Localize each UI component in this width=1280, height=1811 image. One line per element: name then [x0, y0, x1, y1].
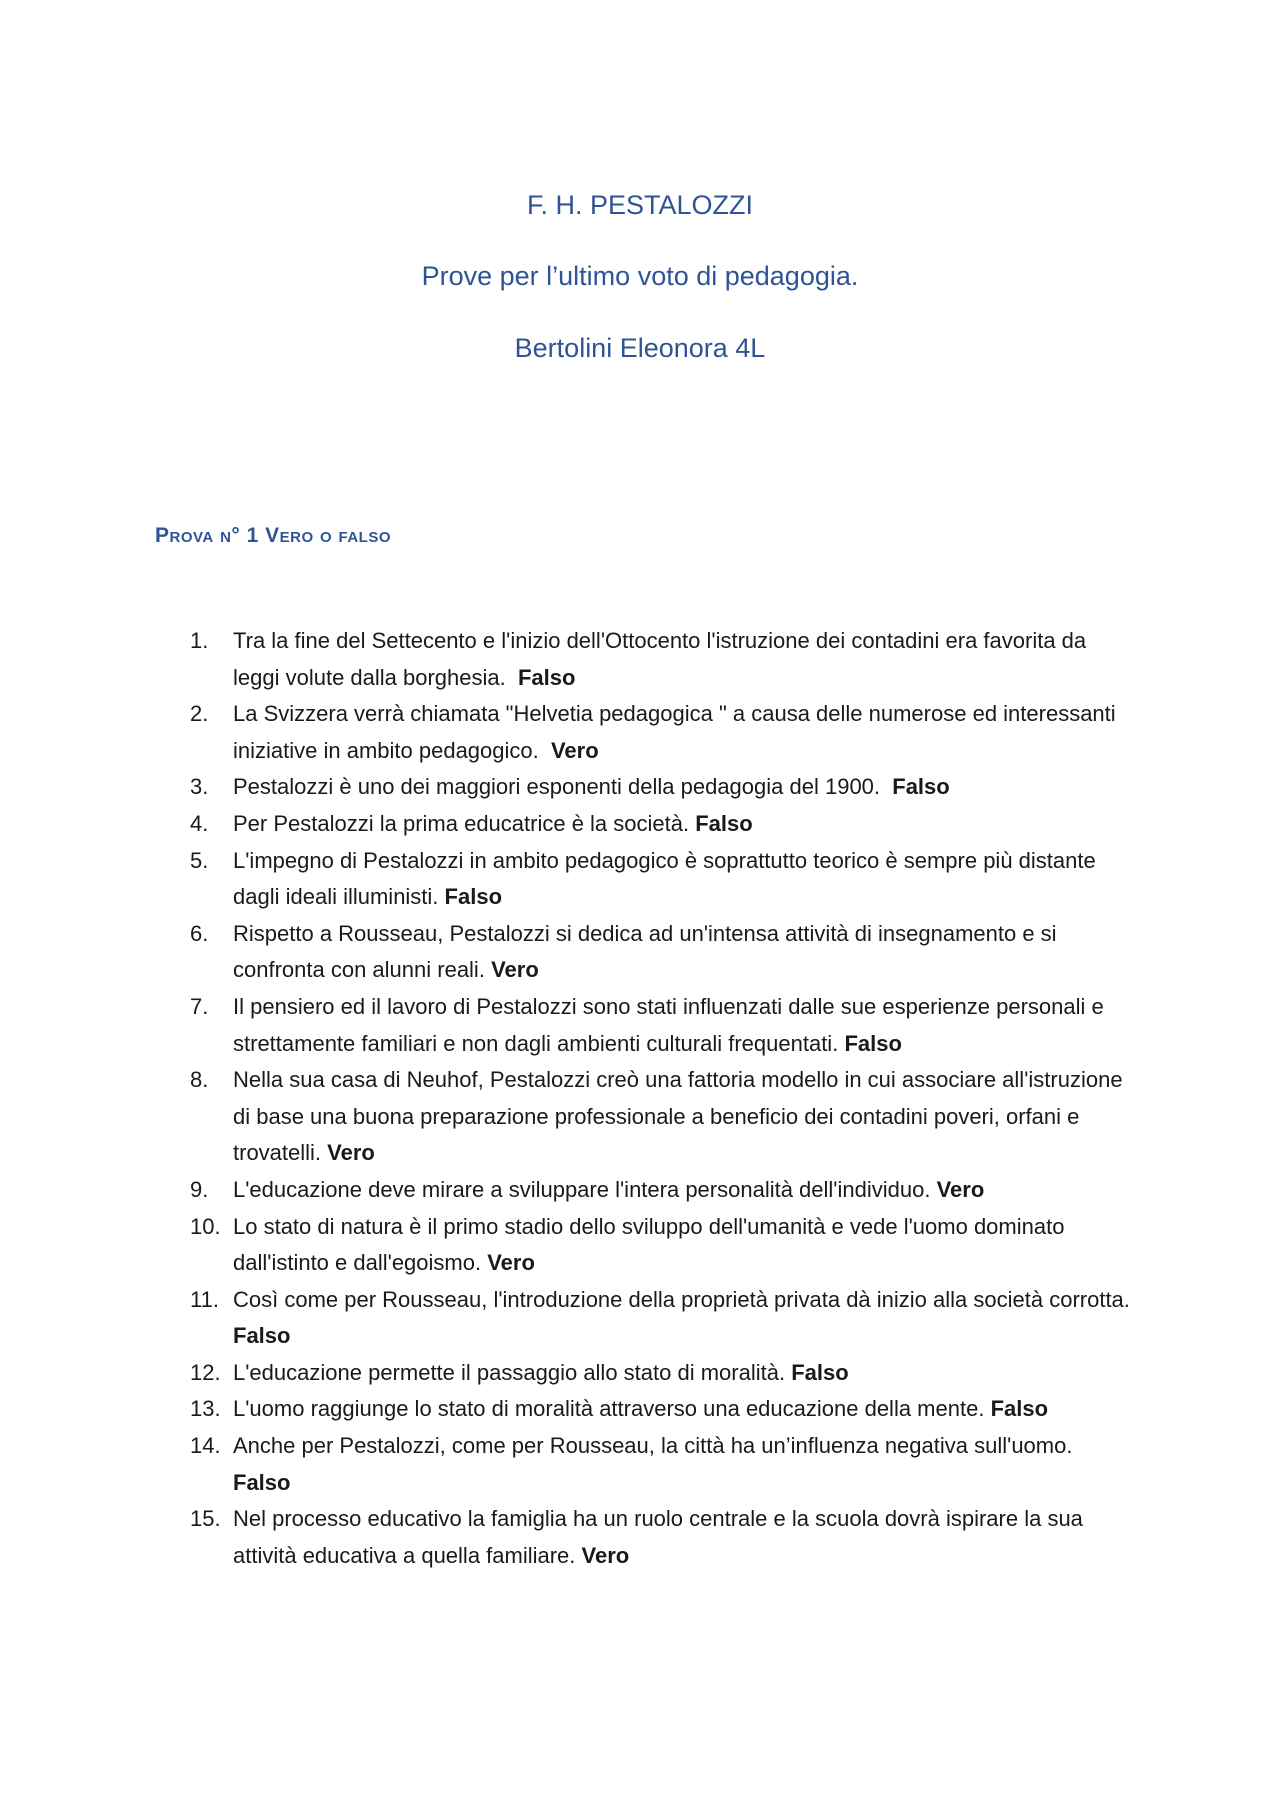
- question-number: 13.: [190, 1396, 221, 1422]
- question-number: 9.: [190, 1176, 209, 1202]
- question-body: [233, 1062, 1130, 1172]
- question-body: [233, 1501, 1130, 1574]
- question-number: 8.: [190, 1067, 209, 1093]
- question-text: Lo stato di natura è il primo stadio dello sviluppo dell'umanità e vede l'uomo dominato dall'istinto e dall'egoismo.: [233, 1213, 1071, 1276]
- question-number: 4.: [190, 810, 209, 836]
- question-text: Così come per Rousseau, l'introduzione della proprietà privata dà inizio alla società corrotta.: [233, 1286, 1143, 1312]
- question-body: [233, 1391, 1130, 1428]
- document-author: Bertolini Eleonora 4L: [514, 333, 766, 363]
- question-item: [190, 1355, 1130, 1392]
- question-answer: Falso: [233, 1323, 291, 1349]
- question-answer: Falso: [791, 1359, 849, 1385]
- question-item: [190, 806, 1130, 843]
- question-number: 2.: [190, 701, 209, 727]
- document-subtitle: Prove per l’ultimo voto di pedagogia.: [421, 261, 859, 291]
- question-text: Pestalozzi è uno dei maggiori esponenti della pedagogia del 1900.: [233, 774, 893, 800]
- question-text: Nel processo educativo la famiglia ha un ruolo centrale e la scuola dovrà ispirare la sua attività educativa a quella familiare.: [233, 1506, 1090, 1568]
- question-number: 5.: [190, 847, 209, 873]
- question-list: [190, 623, 1143, 1574]
- question-text: Rispetto a Rousseau, Pestalozzi si dedica ad un'intensa attività di insegnamento e si confronta con alunni reali.: [233, 920, 1063, 983]
- question-item: [190, 1062, 1130, 1172]
- question-text: L'impegno di Pestalozzi in ambito pedagogico è soprattutto teorico è sempre più distante dagli ideali illuministi.: [233, 847, 1102, 910]
- question-item: [190, 989, 1130, 1062]
- question-number: 3.: [190, 774, 209, 800]
- question-item: [190, 1209, 1130, 1282]
- question-answer: Vero: [487, 1250, 535, 1276]
- question-body: [233, 806, 1130, 843]
- question-answer: Falso: [844, 1030, 902, 1056]
- question-answer: Vero: [550, 737, 599, 763]
- section-heading: Prova n° 1 Vero o falso: [155, 524, 391, 547]
- question-answer: Falso: [517, 664, 576, 690]
- question-item: [190, 916, 1130, 989]
- document-title: F. H. PESTALOZZI: [526, 190, 754, 220]
- question-body: [233, 769, 1130, 806]
- question-answer: Falso: [444, 884, 503, 910]
- question-body: [233, 843, 1130, 916]
- question-body: [233, 1282, 1143, 1355]
- question-number: 10.: [190, 1213, 221, 1239]
- question-item: [190, 623, 1130, 696]
- question-item: [190, 1282, 1143, 1355]
- question-text: La Svizzera verrà chiamata "Helvetia pedagogica " a causa delle numerose ed interessanti iniziative in ambito pedagogico.: [233, 701, 1122, 763]
- question-number: 1.: [190, 628, 209, 653]
- question-text: L'educazione permette il passaggio allo stato di moralità.: [233, 1359, 792, 1385]
- question-item: [190, 1391, 1130, 1428]
- question-text: Tra la fine del Settecento e l'inizio dell'Ottocento l'istruzione dei contadini era favorita da leggi volute dalla borghesia.: [233, 628, 1093, 690]
- question-text: L'educazione deve mirare a sviluppare l'intera personalità dell'individuo.: [233, 1176, 937, 1202]
- question-answer: Vero: [327, 1140, 375, 1166]
- question-number: 7.: [190, 993, 209, 1019]
- question-text: Il pensiero ed il lavoro di Pestalozzi sono stati influenzati dalle sue esperienze personali e strettamente familiari e non dagli ambienti culturali frequentati.: [233, 993, 1110, 1056]
- question-item: [190, 769, 1130, 806]
- question-item: [190, 843, 1130, 916]
- question-body: [233, 1209, 1130, 1282]
- question-answer: Vero: [936, 1176, 985, 1202]
- question-text: Per Pestalozzi la prima educatrice è la società.: [233, 810, 696, 836]
- question-text: Nella sua casa di Neuhof, Pestalozzi creò una fattoria modello in cui associare all'istruzione di base una buona preparazione professionale a beneficio dei contadini poveri, orfani e trovatelli.: [233, 1067, 1129, 1166]
- question-body: [233, 916, 1130, 989]
- question-body: [233, 989, 1130, 1062]
- question-number: 12.: [190, 1359, 221, 1385]
- question-item: [190, 1428, 1130, 1501]
- question-body: [233, 1428, 1130, 1501]
- question-body: [233, 1172, 1130, 1209]
- question-answer: Vero: [581, 1542, 630, 1568]
- question-text: Anche per Pestalozzi, come per Rousseau, la città ha un’influenza negativa sull'uomo.: [233, 1433, 1079, 1459]
- question-number: 11.: [190, 1286, 219, 1312]
- question-item: [190, 696, 1130, 769]
- question-item: [190, 1172, 1130, 1209]
- question-answer: Vero: [491, 957, 539, 983]
- question-number: 6.: [190, 920, 209, 946]
- question-item: [190, 1501, 1130, 1574]
- question-number: 15.: [190, 1506, 221, 1532]
- question-body: [233, 696, 1130, 769]
- question-text: L'uomo raggiunge lo stato di moralità attraverso una educazione della mente.: [233, 1396, 991, 1422]
- question-number: 14.: [190, 1433, 221, 1459]
- question-answer: Falso: [990, 1396, 1049, 1422]
- question-body: [233, 623, 1130, 696]
- question-answer: Falso: [233, 1469, 291, 1495]
- question-body: [233, 1355, 1130, 1392]
- question-answer: Falso: [892, 774, 950, 800]
- question-answer: Falso: [695, 810, 753, 836]
